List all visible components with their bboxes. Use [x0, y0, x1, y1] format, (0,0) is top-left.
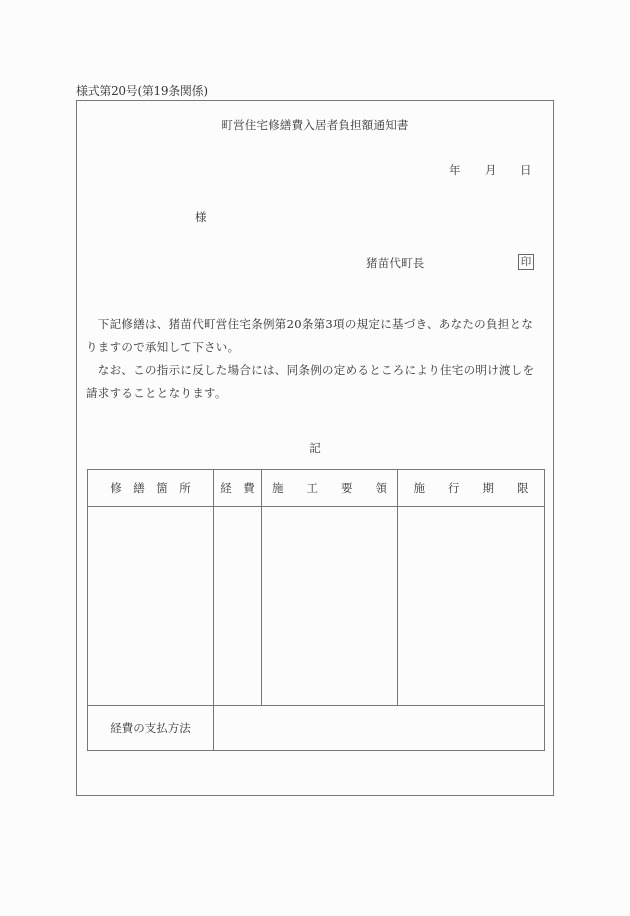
date-year-label: 年 — [449, 163, 461, 177]
table-header-row — [88, 470, 545, 507]
header-cost: 経 費 — [214, 470, 262, 507]
header-work-method: 施 工 要 領 — [262, 470, 398, 507]
payment-method-label: 経費の支払方法 — [88, 706, 214, 751]
recipient-honorific: 様 — [195, 210, 207, 224]
body-line-2: りますので承知して下さい。 — [86, 340, 240, 354]
cell-repair-location[interactable] — [88, 507, 214, 706]
body-line-4: 請求することとなります。 — [86, 386, 227, 400]
cell-work-period[interactable] — [398, 507, 545, 706]
date-day-label: 日 — [520, 163, 532, 177]
payment-method-value[interactable] — [214, 706, 545, 751]
document-title: 町営住宅修繕費入居者負担額通知書 — [221, 118, 409, 132]
note-heading: 記 — [309, 441, 321, 455]
table-row — [88, 507, 545, 706]
body-line-3: なお、この指示に反した場合には、同条例の定めるところにより住宅の明け渡しを — [86, 363, 535, 377]
repair-details-table — [87, 469, 545, 751]
form-number-label: 様式第20号(第19条関係) — [76, 84, 208, 98]
issuer-name: 猪苗代町長 — [366, 256, 425, 270]
header-work-period: 施 行 期 限 — [398, 470, 545, 507]
date-month-label: 月 — [485, 163, 497, 177]
payment-method-row — [88, 706, 545, 751]
header-repair-location: 修 繕 箇 所 — [88, 470, 214, 507]
body-line-1: 下記修繕は、猪苗代町営住宅条例第20条第3項の規定に基づき、あなたの負担とな — [86, 317, 534, 331]
seal-icon: 印 — [518, 254, 534, 270]
cell-cost[interactable] — [214, 507, 262, 706]
cell-work-method[interactable] — [262, 507, 398, 706]
